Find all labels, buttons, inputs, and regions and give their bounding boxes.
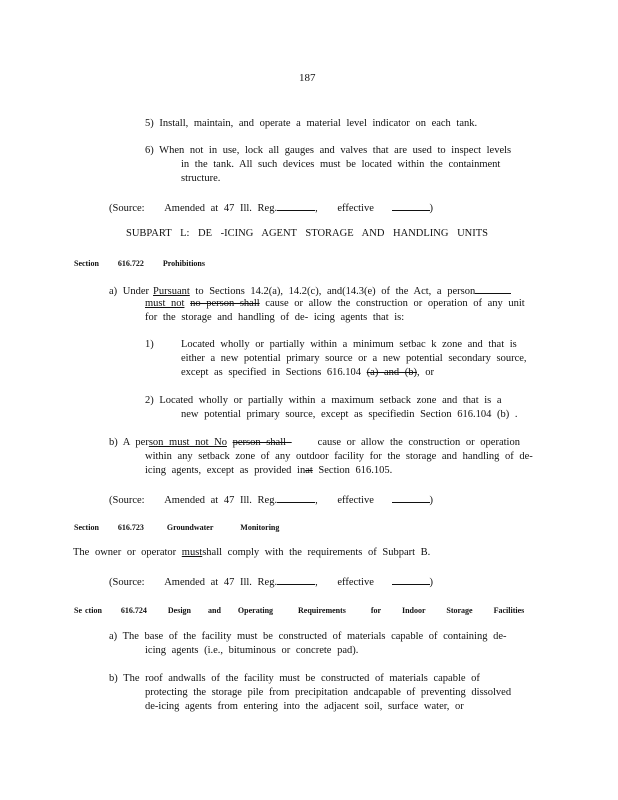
section-title: and	[208, 606, 221, 615]
source-open: (Source:	[109, 203, 145, 214]
source-blank	[392, 574, 430, 585]
source-comma: ,	[315, 577, 318, 588]
section-label: Se	[74, 606, 82, 615]
source-effective: effective	[337, 203, 374, 214]
item-6-line-3: structure.	[181, 173, 221, 184]
source-amended: Amended at 47 Ill. Reg.	[164, 203, 278, 214]
inserted-text: son must not No	[148, 437, 227, 448]
struck-text: (a) and (b)	[366, 367, 417, 378]
source-open: (Source:	[109, 577, 145, 588]
source-note	[109, 200, 433, 215]
source-close: )	[429, 495, 434, 506]
text-run: shall comply with the requirements of Subpart B.	[202, 547, 431, 558]
sec722-a2-line-2: new potential primary source, except as specifiedin Section 616.104 (b) .	[181, 409, 518, 420]
text-run: to Sections 14.2(a), 14.2(c), and(14.3(e) of the Act, a person	[189, 286, 476, 297]
source-close: )	[429, 577, 434, 588]
sec722-b-line-2: within any setback zone of any outdoor facility for the storage and handling of de-	[145, 451, 533, 462]
sec722-a1-line-2: either a new potential primary source or a new potential secondary source,	[181, 353, 527, 364]
text-run: cause or allow the construction or operation of any unit	[259, 298, 525, 309]
source-effective: effective	[337, 577, 374, 588]
text-run: a) Under	[109, 286, 150, 297]
source-amended: Amended at 47 Ill. Reg.	[164, 577, 278, 588]
source-blank	[277, 574, 315, 585]
source-effective: effective	[337, 495, 374, 506]
sec722-a2-line-1: 2) Located wholly or partially within a maximum setback zone and that is a	[145, 395, 502, 406]
sec722-a1-line-1: Located wholly or partially within a minimum setbac k zone and that is	[181, 339, 517, 350]
source-note	[109, 492, 433, 507]
inserted-text: Pursuant	[153, 286, 190, 297]
section-title: Monitoring	[240, 523, 280, 532]
section-number: 616.724	[120, 606, 147, 615]
source-amended: Amended at 47 Ill. Reg.	[164, 495, 278, 506]
sec722-a-line-2	[145, 297, 525, 310]
text-run: Section 616.105.	[312, 465, 393, 476]
sec724-a-line-2: icing agents (i.e., bituminous or concrete pad).	[145, 645, 359, 656]
sec723-body	[73, 546, 430, 559]
text-run: b) A per	[109, 437, 149, 448]
source-comma: ,	[315, 495, 318, 506]
sec722-a1-line-3	[181, 366, 434, 379]
section-title: Operating	[237, 606, 274, 615]
struck-text: at	[305, 465, 313, 476]
item-6-line-2: in the tank. All such devices must be located within the containment	[181, 159, 501, 170]
sec722-a1-number: 1)	[145, 339, 154, 350]
sec724-a-line-1: a) The base of the facility must be constructed of materials capable of containing de-	[109, 631, 507, 642]
section-title: Prohibitions	[162, 259, 205, 268]
source-open: (Source:	[109, 495, 145, 506]
inserted-text: must	[181, 547, 203, 558]
subpart-heading: SUBPART L: DE -ICING AGENT STORAGE AND HANDLING UNITS	[126, 228, 488, 239]
source-blank	[277, 492, 315, 503]
item-6-line-1: 6) When not in use, lock all gauges and valves that are used to inspect levels	[145, 145, 512, 156]
sec724-b-line-2: protecting the storage pile from precipitation andcapable of preventing dissolved	[145, 687, 512, 698]
section-724-heading	[74, 604, 524, 617]
source-note	[109, 574, 433, 589]
section-number: 616.723	[117, 523, 144, 532]
section-title: Facilities	[493, 606, 525, 615]
text-run: The owner or operator	[73, 547, 177, 558]
struck-text: no person shall	[190, 298, 260, 309]
inserted-text: must not	[145, 298, 185, 309]
section-title: Requirements	[298, 606, 346, 615]
text-run: cause or allow the construction or operation	[312, 437, 520, 448]
section-number: 616.722	[117, 259, 144, 268]
page-number: 187	[299, 72, 316, 84]
sec724-b-line-3: de-icing agents from entering into the adjacent soil, surface water, or	[145, 701, 464, 712]
section-title: Indoor	[401, 606, 426, 615]
section-title: for	[370, 606, 381, 615]
section-title: Groundwater	[166, 523, 214, 532]
section-label: Section	[74, 259, 99, 268]
sec722-b-line-3	[145, 464, 392, 477]
section-title: Design	[167, 606, 192, 615]
insert-line	[475, 283, 511, 294]
section-title: Storage	[446, 606, 473, 615]
sec722-a-line-3: for the storage and handling of de- icing agents that is:	[145, 312, 405, 323]
source-blank	[392, 200, 430, 211]
sec722-b-line-1	[109, 436, 520, 449]
source-close: )	[429, 203, 434, 214]
text-run: icing agents, except as provided in	[145, 465, 306, 476]
sec724-b-line-1: b) The roof andwalls of the facility must be constructed of materials capable of	[109, 673, 480, 684]
text-run: except as specified in Sections 616.104	[181, 367, 362, 378]
struck-text: person shall	[232, 437, 287, 448]
struck-line	[286, 436, 312, 449]
source-blank	[277, 200, 315, 211]
sec722-a-line-1	[109, 283, 511, 298]
source-blank	[392, 492, 430, 503]
item-5: 5) Install, maintain, and operate a material level indicator on each tank.	[145, 118, 478, 129]
section-722-heading	[74, 257, 205, 270]
section-723-heading	[74, 521, 279, 534]
section-label: ction	[85, 606, 102, 615]
source-comma: ,	[315, 203, 318, 214]
section-label: Section	[74, 523, 99, 532]
text-run: , or	[416, 367, 434, 378]
